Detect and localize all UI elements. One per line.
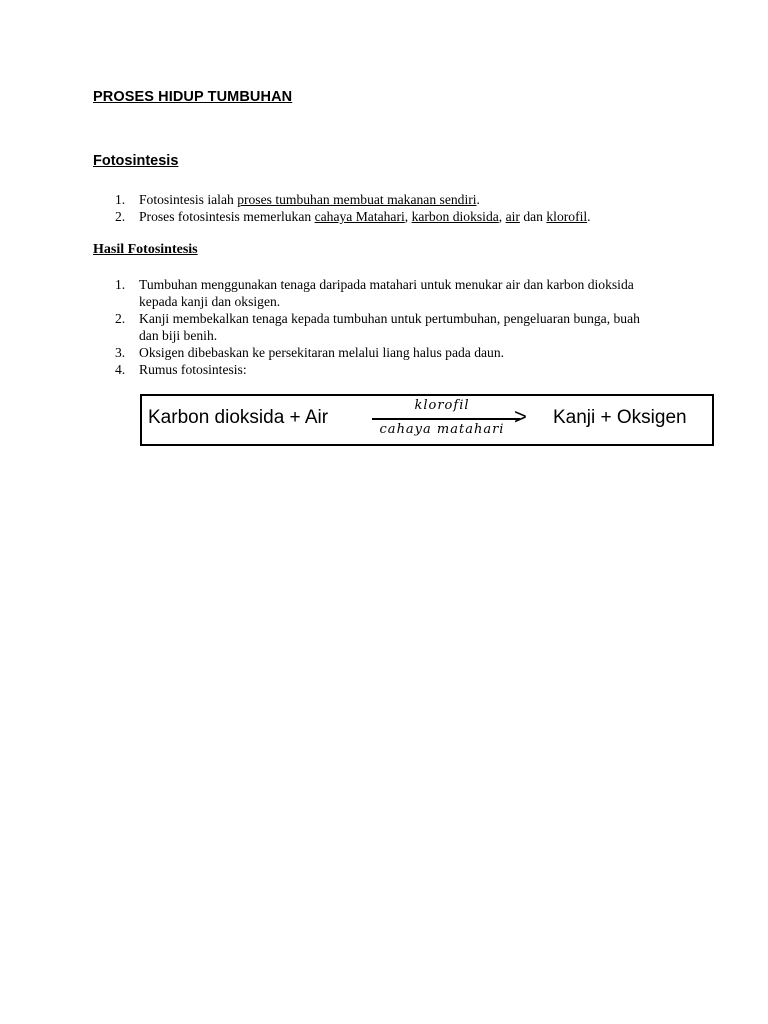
underlined-term: proses tumbuhan membuat makanan sendiri bbox=[237, 192, 477, 207]
list-number: 4. bbox=[115, 362, 126, 377]
item-text: . bbox=[476, 192, 480, 207]
list-number: 2. bbox=[115, 311, 126, 326]
underlined-term: cahaya Matahari bbox=[314, 209, 405, 224]
document-title: PROSES HIDUP TUMBUHAN bbox=[93, 89, 293, 105]
list-item bbox=[0, 310, 659, 344]
formula-arrow-head: > bbox=[514, 404, 527, 429]
formula-condition-below: cahaya matahari bbox=[379, 422, 505, 437]
hasil-list bbox=[0, 276, 659, 378]
item-text: Kanji membekalkan tenaga kepada tumbuhan untuk pertumbuhan, pengeluaran bunga, buah dan biji benih. bbox=[139, 311, 640, 343]
list-item bbox=[0, 208, 659, 225]
item-text: Proses fotosintesis memerlukan bbox=[139, 209, 315, 224]
item-text: dan bbox=[519, 209, 547, 224]
underlined-term: karbon dioksida bbox=[411, 209, 499, 224]
photosynthesis-formula-box bbox=[140, 394, 714, 446]
fotosintesis-list bbox=[0, 191, 659, 225]
underlined-term: klorofil bbox=[546, 209, 588, 224]
list-number: 1. bbox=[115, 192, 126, 207]
heading-hasil-fotosintesis: Hasil Fotosintesis bbox=[93, 242, 198, 257]
list-number: 3. bbox=[115, 345, 126, 360]
item-text: Fotosintesis ialah bbox=[139, 192, 238, 207]
item-text: Oksigen dibebaskan ke persekitaran melalui liang halus pada daun. bbox=[139, 345, 505, 360]
formula-condition-above: klorofil bbox=[414, 398, 470, 413]
list-number: 1. bbox=[115, 277, 126, 292]
list-item bbox=[0, 276, 659, 310]
formula-reactants: Karbon dioksida + Air bbox=[148, 407, 329, 428]
list-number: 2. bbox=[115, 209, 126, 224]
list-item bbox=[0, 191, 659, 208]
formula-arrow-line bbox=[372, 418, 520, 420]
item-text: , bbox=[404, 209, 412, 224]
list-item bbox=[0, 344, 659, 361]
item-text: , bbox=[498, 209, 506, 224]
item-text: . bbox=[587, 209, 591, 224]
list-item bbox=[0, 361, 659, 378]
item-text: Tumbuhan menggunakan tenaga daripada matahari untuk menukar air dan karbon dioksida kepada kanji dan oksigen. bbox=[139, 277, 634, 309]
formula-products: Kanji + Oksigen bbox=[553, 407, 687, 428]
underlined-term: air bbox=[505, 209, 520, 224]
item-text: Rumus fotosintesis: bbox=[139, 362, 247, 377]
heading-fotosintesis: Fotosintesis bbox=[93, 153, 179, 169]
